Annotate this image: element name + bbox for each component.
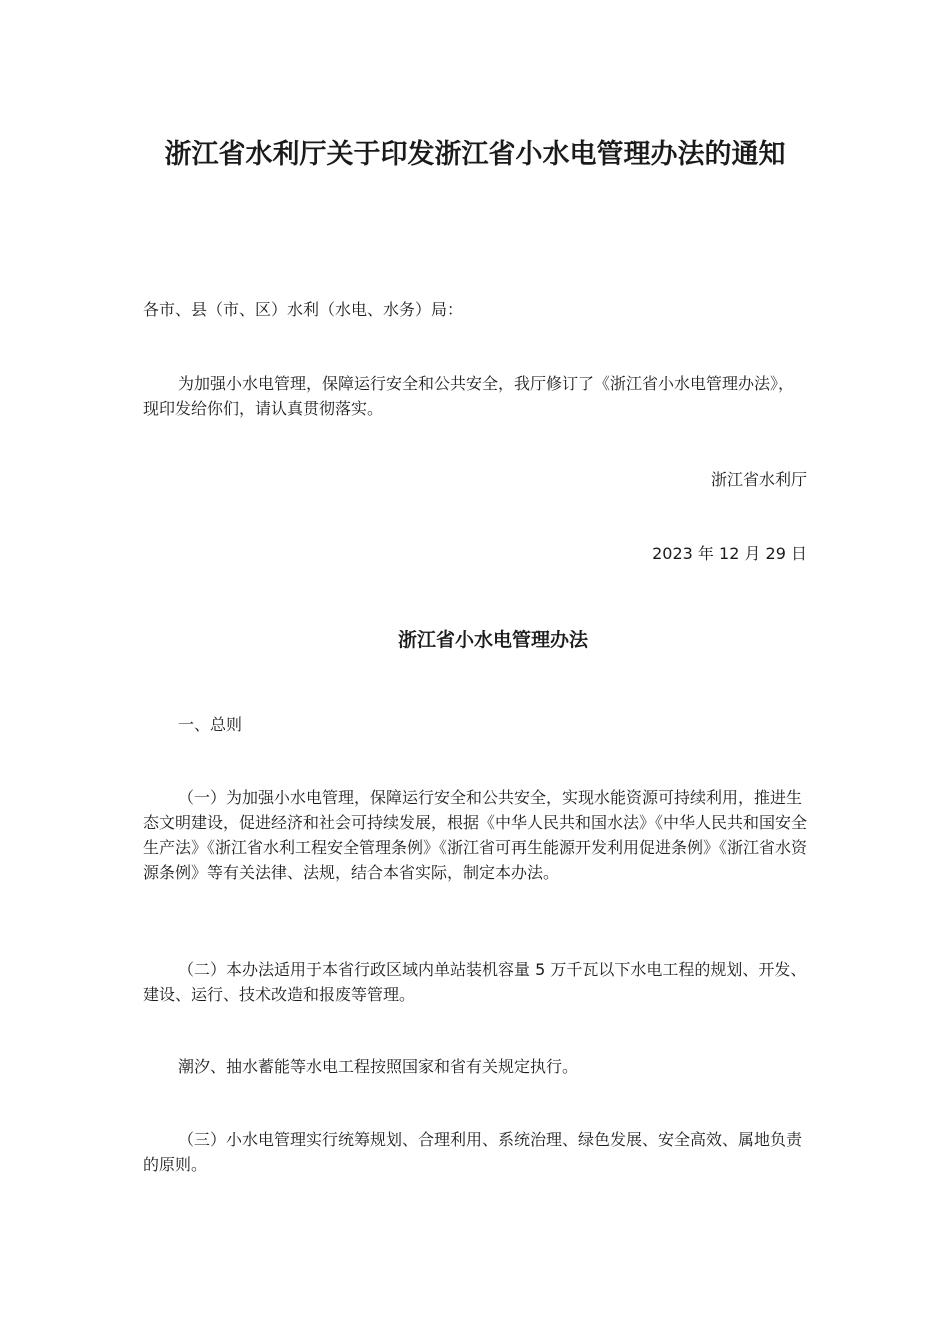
regulation-title: 浙江省小水电管理办法 bbox=[397, 629, 588, 651]
paragraph-3: 潮汐、抽水蓄能等水电工程按照国家和省有关规定执行。 bbox=[178, 1057, 579, 1076]
salutation: 各市、县（市、区）水利（水电、水务）局： bbox=[143, 300, 464, 319]
paragraph-2: （二）本办法适用于本省行政区域内单站装机容量 5 万千瓦以下水电工程的规划、开发、建设、运行、技术改造和报废等管理。 bbox=[143, 960, 807, 1004]
paragraph-4: （三）小水电管理实行统筹规划、合理利用、系统治理、绿色发展、安全高效、属地负责的原则。 bbox=[143, 1130, 803, 1174]
issuer-signature: 浙江省水利厅 bbox=[710, 470, 807, 489]
section-heading: 一、总则 bbox=[178, 715, 243, 734]
paragraph-1: （一）为加强小水电管理，保障运行安全和公共安全，实现水能资源可持续利用，推进生态文明建设，促进经济和社会可持续发展，根据《中华人民共和国水法》《中华人民共和国安全生产法》《浙江省水利工程安全管理条例》《浙江省可再生能源开发利用促进条例》《浙江省水资源条例》等有关法律、法规，结合本省实际，制定本办法。 bbox=[143, 788, 808, 882]
notice-body: 为加强小水电管理，保障运行安全和公共安全，我厅修订了《浙江省小水电管理办法》，现印发给你们，请认真贯彻落实。 bbox=[143, 374, 795, 418]
issue-date: 2023 年 12 月 29 日 bbox=[652, 544, 807, 563]
document-title: 浙江省水利厅关于印发浙江省小水电管理办法的通知 bbox=[164, 139, 786, 170]
